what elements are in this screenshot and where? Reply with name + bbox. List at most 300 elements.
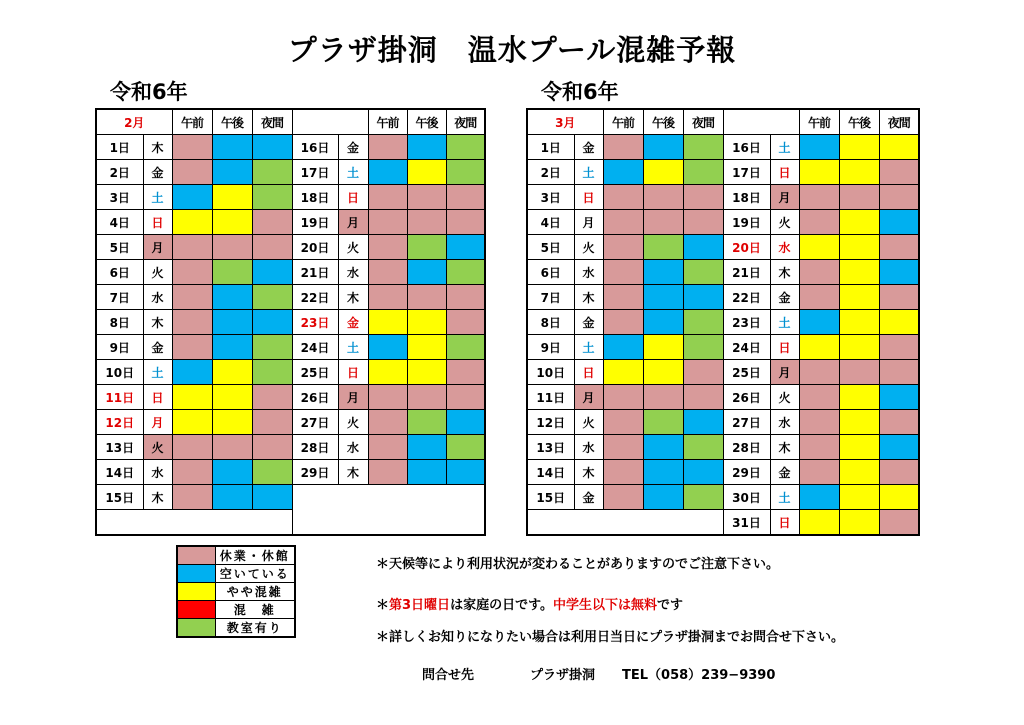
note-family-suffix: です	[657, 598, 684, 613]
slot-pm	[839, 485, 879, 510]
slot-am	[172, 385, 212, 410]
slot-pm	[407, 435, 446, 460]
table-row	[96, 185, 485, 210]
note-family-sunday: 第3日曜日	[389, 598, 451, 613]
day-number: 13日	[96, 435, 143, 460]
day-weekday: 土	[338, 160, 368, 185]
slot-am	[368, 385, 407, 410]
day-number: 7日	[527, 285, 574, 310]
legend-swatch	[177, 565, 215, 583]
slot-night	[252, 385, 292, 410]
slot-night	[446, 385, 485, 410]
slot-am	[799, 410, 839, 435]
slot-night	[446, 435, 485, 460]
table-row	[96, 460, 485, 485]
slot-night	[879, 310, 919, 335]
slot-night	[683, 235, 723, 260]
header-pm: 午後	[407, 109, 446, 135]
slot-night	[683, 135, 723, 160]
slot-am	[603, 410, 643, 435]
slot-am	[799, 510, 839, 536]
day-weekday: 月	[770, 185, 799, 210]
day-weekday: 日	[770, 510, 799, 536]
slot-am	[603, 235, 643, 260]
month-label: 2月	[96, 109, 172, 135]
slot-night	[683, 310, 723, 335]
header-pm: 午後	[643, 109, 683, 135]
table-row	[96, 385, 485, 410]
day-number: 29日	[292, 460, 338, 485]
day-weekday: 金	[338, 135, 368, 160]
legend-label: 空いている	[215, 565, 295, 583]
slot-am	[603, 160, 643, 185]
slot-am	[603, 360, 643, 385]
slot-night	[252, 310, 292, 335]
day-weekday: 水	[770, 410, 799, 435]
header-am: 午前	[368, 109, 407, 135]
slot-pm	[212, 460, 252, 485]
day-weekday: 木	[143, 485, 172, 510]
slot-night	[446, 185, 485, 210]
slot-night	[446, 135, 485, 160]
slot-pm	[407, 385, 446, 410]
day-number: 26日	[723, 385, 770, 410]
slot-am	[799, 135, 839, 160]
header-row	[527, 109, 919, 135]
header-night: 夜間	[252, 109, 292, 135]
slot-pm	[839, 385, 879, 410]
slot-pm	[643, 135, 683, 160]
day-number: 1日	[527, 135, 574, 160]
slot-pm	[643, 335, 683, 360]
slot-pm	[643, 185, 683, 210]
day-number: 8日	[527, 310, 574, 335]
slot-am	[603, 260, 643, 285]
day-number: 27日	[292, 410, 338, 435]
slot-pm	[839, 285, 879, 310]
slot-pm	[407, 260, 446, 285]
day-number: 23日	[723, 310, 770, 335]
month-label: 3月	[527, 109, 603, 135]
slot-am	[172, 460, 212, 485]
header-am: 午前	[799, 109, 839, 135]
day-number: 12日	[96, 410, 143, 435]
slot-night	[252, 335, 292, 360]
header-row	[96, 109, 485, 135]
empty-cell	[292, 485, 485, 536]
day-weekday: 火	[143, 435, 172, 460]
slot-night	[879, 385, 919, 410]
day-weekday: 木	[338, 460, 368, 485]
slot-pm	[839, 360, 879, 385]
day-number: 18日	[723, 185, 770, 210]
day-number: 16日	[723, 135, 770, 160]
slot-night	[683, 160, 723, 185]
table-row	[96, 335, 485, 360]
slot-night	[683, 360, 723, 385]
contact-tel: TEL（058）239−9390	[622, 668, 776, 683]
legend-swatch	[177, 619, 215, 638]
slot-pm	[839, 510, 879, 536]
table-row	[527, 260, 919, 285]
legend-label: やや混雑	[215, 583, 295, 601]
slot-night	[683, 210, 723, 235]
page-title: プラザ掛洞 温水プール混雑予報	[287, 33, 737, 67]
slot-night	[879, 235, 919, 260]
slot-am	[603, 135, 643, 160]
day-weekday: 火	[770, 210, 799, 235]
slot-pm	[839, 410, 879, 435]
slot-am	[368, 310, 407, 335]
header-pm: 午後	[212, 109, 252, 135]
slot-night	[879, 285, 919, 310]
slot-am	[172, 135, 212, 160]
slot-night	[446, 160, 485, 185]
slot-night	[446, 460, 485, 485]
day-number: 14日	[96, 460, 143, 485]
legend-label: 教室有り	[215, 619, 295, 638]
legend-item	[177, 546, 295, 565]
day-number: 3日	[527, 185, 574, 210]
slot-night	[252, 210, 292, 235]
note-inquiry: ＊詳しくお知りになりたい場合は利用日当日にプラザ掛洞までお問合せ下さい。	[376, 630, 845, 645]
slot-pm	[643, 435, 683, 460]
day-weekday: 木	[574, 460, 603, 485]
slot-night	[252, 410, 292, 435]
slot-am	[368, 285, 407, 310]
day-weekday: 土	[338, 335, 368, 360]
header-blank	[292, 109, 368, 135]
slot-pm	[212, 160, 252, 185]
day-weekday: 日	[338, 185, 368, 210]
day-weekday: 日	[143, 385, 172, 410]
table-row	[96, 135, 485, 160]
calendar-march	[526, 108, 920, 536]
day-number: 14日	[527, 460, 574, 485]
slot-am	[368, 210, 407, 235]
year-label-feb: 令和6年	[110, 80, 188, 104]
table-row	[96, 160, 485, 185]
slot-pm	[407, 460, 446, 485]
note-family-mid: は家庭の日です。	[450, 598, 554, 613]
day-number: 21日	[292, 260, 338, 285]
table-row	[527, 235, 919, 260]
slot-night	[252, 235, 292, 260]
day-weekday: 金	[574, 485, 603, 510]
slot-pm	[643, 485, 683, 510]
slot-night	[683, 460, 723, 485]
day-weekday: 水	[143, 460, 172, 485]
table-row	[527, 285, 919, 310]
slot-pm	[643, 160, 683, 185]
slot-am	[172, 335, 212, 360]
table-row	[96, 310, 485, 335]
slot-am	[799, 385, 839, 410]
slot-night	[683, 435, 723, 460]
day-number: 7日	[96, 285, 143, 310]
slot-am	[799, 210, 839, 235]
day-weekday: 火	[143, 260, 172, 285]
day-number: 19日	[292, 210, 338, 235]
slot-am	[172, 260, 212, 285]
legend-item	[177, 565, 295, 583]
slot-night	[683, 485, 723, 510]
day-weekday: 金	[770, 460, 799, 485]
contact-name: プラザ掛洞	[530, 668, 596, 683]
slot-pm	[407, 135, 446, 160]
slot-night	[879, 185, 919, 210]
day-number: 18日	[292, 185, 338, 210]
slot-am	[368, 160, 407, 185]
slot-pm	[839, 335, 879, 360]
table-row	[527, 435, 919, 460]
slot-am	[603, 460, 643, 485]
slot-am	[799, 435, 839, 460]
table-row	[96, 235, 485, 260]
year-label-mar: 令和6年	[541, 80, 619, 104]
slot-pm	[407, 185, 446, 210]
contact-line	[422, 664, 775, 683]
day-weekday: 金	[143, 335, 172, 360]
slot-night	[252, 185, 292, 210]
legend-label: 混 雑	[215, 601, 295, 619]
slot-pm	[839, 260, 879, 285]
slot-am	[368, 260, 407, 285]
table-row	[527, 210, 919, 235]
slot-am	[368, 460, 407, 485]
slot-pm	[643, 260, 683, 285]
slot-night	[252, 485, 292, 510]
note-family-day	[376, 594, 683, 613]
day-weekday: 土	[574, 335, 603, 360]
slot-pm	[212, 185, 252, 210]
slot-night	[683, 185, 723, 210]
slot-night	[879, 485, 919, 510]
slot-night	[879, 210, 919, 235]
day-weekday: 木	[338, 285, 368, 310]
table-row	[527, 135, 919, 160]
table-row	[527, 460, 919, 485]
slot-pm	[839, 460, 879, 485]
slot-am	[368, 360, 407, 385]
slot-am	[368, 410, 407, 435]
slot-am	[368, 185, 407, 210]
note-family-prefix: ＊	[376, 598, 390, 613]
slot-am	[603, 285, 643, 310]
table-row	[527, 160, 919, 185]
header-night: 夜間	[879, 109, 919, 135]
day-weekday: 金	[574, 135, 603, 160]
slot-am	[368, 335, 407, 360]
day-number: 12日	[527, 410, 574, 435]
table-row	[527, 485, 919, 510]
slot-night	[879, 260, 919, 285]
day-weekday: 木	[574, 285, 603, 310]
day-number: 17日	[292, 160, 338, 185]
day-number: 6日	[96, 260, 143, 285]
slot-night	[879, 135, 919, 160]
slot-am	[603, 310, 643, 335]
day-weekday: 日	[143, 210, 172, 235]
slot-am	[799, 335, 839, 360]
slot-night	[879, 510, 919, 536]
calendar-february	[95, 108, 486, 536]
slot-pm	[407, 410, 446, 435]
legend-item	[177, 583, 295, 601]
slot-am	[368, 135, 407, 160]
day-number: 22日	[292, 285, 338, 310]
slot-am	[799, 160, 839, 185]
day-weekday: 火	[574, 235, 603, 260]
slot-night	[683, 285, 723, 310]
slot-night	[252, 285, 292, 310]
day-number: 28日	[723, 435, 770, 460]
day-number: 1日	[96, 135, 143, 160]
day-number: 9日	[96, 335, 143, 360]
day-weekday: 水	[770, 235, 799, 260]
slot-night	[252, 135, 292, 160]
legend-swatch	[177, 601, 215, 619]
header-night: 夜間	[683, 109, 723, 135]
slot-am	[799, 460, 839, 485]
day-number: 29日	[723, 460, 770, 485]
slot-pm	[212, 210, 252, 235]
slot-pm	[407, 310, 446, 335]
day-weekday: 月	[143, 235, 172, 260]
header-am: 午前	[603, 109, 643, 135]
day-number: 23日	[292, 310, 338, 335]
day-number: 24日	[292, 335, 338, 360]
slot-am	[799, 285, 839, 310]
day-weekday: 水	[338, 260, 368, 285]
slot-am	[603, 335, 643, 360]
slot-night	[879, 160, 919, 185]
day-weekday: 月	[338, 385, 368, 410]
day-weekday: 火	[770, 385, 799, 410]
day-weekday: 金	[574, 310, 603, 335]
slot-pm	[839, 185, 879, 210]
slot-pm	[407, 210, 446, 235]
day-number: 4日	[96, 210, 143, 235]
table-row	[96, 360, 485, 385]
day-number: 2日	[96, 160, 143, 185]
table-row	[96, 260, 485, 285]
table-row	[96, 485, 485, 510]
slot-pm	[643, 385, 683, 410]
slot-pm	[212, 385, 252, 410]
slot-am	[603, 485, 643, 510]
day-weekday: 月	[143, 410, 172, 435]
day-number: 4日	[527, 210, 574, 235]
slot-pm	[643, 460, 683, 485]
header-blank	[723, 109, 799, 135]
slot-am	[368, 235, 407, 260]
day-weekday: 月	[574, 210, 603, 235]
empty-cell	[527, 510, 723, 536]
header-am: 午前	[172, 109, 212, 135]
day-number: 17日	[723, 160, 770, 185]
day-number: 13日	[527, 435, 574, 460]
slot-night	[446, 360, 485, 385]
slot-night	[683, 335, 723, 360]
day-number: 11日	[527, 385, 574, 410]
day-weekday: 火	[574, 410, 603, 435]
day-weekday: 水	[574, 435, 603, 460]
day-weekday: 月	[770, 360, 799, 385]
slot-am	[172, 435, 212, 460]
slot-night	[446, 335, 485, 360]
slot-pm	[643, 210, 683, 235]
day-weekday: 土	[143, 185, 172, 210]
slot-pm	[212, 285, 252, 310]
day-number: 6日	[527, 260, 574, 285]
day-number: 24日	[723, 335, 770, 360]
slot-night	[879, 435, 919, 460]
slot-pm	[212, 135, 252, 160]
slot-am	[172, 310, 212, 335]
day-number: 15日	[527, 485, 574, 510]
slot-am	[603, 185, 643, 210]
day-weekday: 木	[770, 260, 799, 285]
day-weekday: 木	[143, 310, 172, 335]
day-number: 3日	[96, 185, 143, 210]
day-weekday: 日	[770, 160, 799, 185]
day-number: 20日	[292, 235, 338, 260]
slot-am	[172, 285, 212, 310]
slot-pm	[212, 335, 252, 360]
slot-am	[172, 185, 212, 210]
day-weekday: 金	[338, 310, 368, 335]
legend-swatch	[177, 583, 215, 601]
day-number: 5日	[527, 235, 574, 260]
slot-pm	[407, 285, 446, 310]
slot-night	[446, 260, 485, 285]
day-number: 26日	[292, 385, 338, 410]
day-weekday: 土	[574, 160, 603, 185]
table-row	[527, 410, 919, 435]
table-row	[527, 385, 919, 410]
slot-night	[252, 360, 292, 385]
slot-pm	[839, 235, 879, 260]
slot-pm	[407, 160, 446, 185]
slot-pm	[212, 260, 252, 285]
slot-pm	[839, 160, 879, 185]
slot-night	[252, 260, 292, 285]
slot-am	[799, 360, 839, 385]
table-row	[527, 360, 919, 385]
day-weekday: 日	[574, 185, 603, 210]
day-number: 9日	[527, 335, 574, 360]
slot-pm	[643, 310, 683, 335]
day-number: 31日	[723, 510, 770, 536]
slot-pm	[839, 135, 879, 160]
slot-am	[172, 410, 212, 435]
table-row	[96, 435, 485, 460]
slot-pm	[407, 235, 446, 260]
slot-pm	[212, 410, 252, 435]
day-number: 27日	[723, 410, 770, 435]
day-number: 30日	[723, 485, 770, 510]
slot-am	[799, 235, 839, 260]
slot-am	[603, 435, 643, 460]
day-number: 15日	[96, 485, 143, 510]
slot-pm	[643, 235, 683, 260]
day-number: 25日	[292, 360, 338, 385]
slot-am	[799, 485, 839, 510]
legend-swatch	[177, 546, 215, 565]
slot-am	[172, 235, 212, 260]
contact-label: 問合せ先	[422, 668, 475, 683]
